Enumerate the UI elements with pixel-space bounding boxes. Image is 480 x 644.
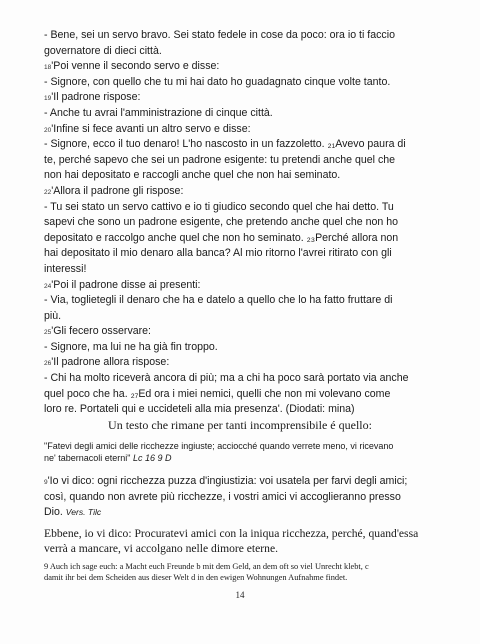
quote-line-2: ne' tabernacoli eterni" Lc 16 9 D [44, 453, 172, 464]
quote-block [44, 440, 440, 465]
text-line [44, 106, 440, 122]
version-reference: Vers. Tilc [65, 507, 102, 518]
line-text: più. [44, 309, 62, 322]
text-line [44, 59, 440, 75]
line-text: depositato e raccolgo anche quel che non ho seminato. ₂₃Perché allora non [44, 231, 399, 244]
text-line [44, 246, 440, 262]
text-line [44, 184, 440, 200]
verse-number: 26 [44, 360, 52, 368]
text-line [44, 371, 440, 387]
line-text: - Tu sei stato un servo cattivo e io ti giudico secondo quel che hai detto. Tu [44, 200, 394, 213]
verse-number: 24 [44, 282, 52, 290]
footnote-block [44, 561, 440, 583]
text-line [44, 262, 440, 278]
text-line [44, 293, 440, 309]
line-text: interessi! [44, 262, 87, 275]
text-line [44, 309, 440, 325]
verse-9-line-2: così, quando non avrete più ricchezze, i vostri amici vi accoglieranno presso [44, 490, 401, 503]
verse-number: 9 [44, 479, 48, 486]
verse-number: 20 [44, 126, 52, 134]
line-text: 'Infine si fece avanti un altro servo e disse: [51, 122, 251, 135]
text-line [44, 355, 440, 371]
closing-paragraph [44, 526, 440, 556]
text-line [44, 90, 440, 106]
verse-number: 25 [44, 329, 52, 337]
quote-reference: Lc 16 9 D [132, 453, 172, 464]
line-text: - Via, toglietegli il denaro che ha e datelo a quello che lo ha fatto fruttare di [44, 294, 393, 307]
text-line [44, 75, 440, 91]
section-heading: Un testo che rimane per tanti incomprensibile é quello: [108, 418, 372, 432]
text-line [44, 278, 440, 294]
text-line [44, 215, 440, 231]
main-text-block [44, 28, 440, 418]
line-text: quel poco che ha. ₂₇Ed ora i miei nemici, quelli che non mi volevano come [44, 387, 391, 400]
verse-number: 22 [44, 188, 52, 196]
line-text: - Signore, con quello che tu mi hai dato ho guadagnato cinque volte tanto. [44, 75, 391, 88]
line-text: non hai depositato e raccogli anche quel che non hai seminato. [44, 169, 341, 182]
line-text: sapevi che sono un padrone esigente, che pretendo anche quel che non ho [44, 216, 398, 229]
verse-number: 19 [44, 95, 52, 103]
line-text: - Bene, sei un servo bravo. Sei stato fedele in cose da poco: ora io ti faccio [44, 29, 395, 41]
text-line [44, 153, 440, 169]
verse-9-line-1: 9'Io vi dico: ogni ricchezza puzza d'ingiustizia: voi usatela per farvi degli amici; [44, 475, 408, 487]
text-line [44, 200, 440, 216]
line-text: governatore di dieci città. [44, 44, 162, 57]
verse-9-block [44, 474, 440, 521]
line-text: te, perché sapevo che sei un padrone esigente: tu pretendi anche quel che [44, 153, 396, 166]
text-line [44, 122, 440, 138]
verse-9-line-3: Dio. Vers. Tilc [44, 506, 102, 519]
line-text: 'Gli fecero osservare: [51, 325, 151, 338]
quote-line-1: "Fatevi degli amici delle ricchezze ingiuste; acciocché quando verrete meno, vi ricevano [44, 441, 394, 451]
line-text: 'Poi il padrone disse ai presenti: [51, 278, 201, 291]
closing-line-1: Ebbene, io vi dico: Procuratevi amici con la iniqua ricchezza, perché, quand'essa [44, 527, 419, 540]
line-text: 'Poi venne il secondo servo e disse: [51, 60, 220, 73]
page-number: 14 [235, 590, 245, 600]
text-line [44, 231, 440, 247]
text-line [44, 387, 440, 403]
footnote-line-1: 9 Auch ich sage euch: a Macht euch Freunde b mit dem Geld, an dem oft so viel Unrecht klebt, c [44, 562, 369, 571]
verse-number: 18 [44, 64, 52, 72]
line-text: loro re. Portateli qui e uccideteli alla mia presenza'. (Diodati: mina) [44, 403, 355, 416]
text-line [44, 324, 440, 340]
line-text: hai depositato il mio denaro alla banca? Al mio ritorno l'avrei ritirato con gli [44, 247, 392, 260]
line-text: - Chi ha molto riceverà ancora di più; ma a chi ha poco sarà portato via anche [44, 372, 409, 385]
line-text: - Signore, ma lui ne ha già fin troppo. [44, 340, 218, 353]
text-line [44, 28, 440, 44]
text-line [44, 340, 440, 356]
line-text: 'Il padrone allora rispose: [51, 356, 170, 369]
text-line [44, 44, 440, 60]
line-text: 'Allora il padrone gli rispose: [51, 184, 184, 197]
closing-line-2: verrà a mancare, vi accolgano nelle dimore eterne. [44, 542, 278, 555]
text-line [44, 402, 440, 418]
line-text: 'Il padrone rispose: [51, 91, 141, 104]
footnote-line-2: damit ihr bei dem Scheiden aus dieser Welt d in den ewigen Wohnungen Aufnahme findet. [44, 573, 348, 582]
text-line [44, 137, 440, 153]
line-text: - Anche tu avrai l'amministrazione di cinque città. [44, 106, 273, 119]
text-line [44, 168, 440, 184]
line-text: - Signore, ecco il tuo denaro! L'ho nascosto in un fazzoletto. ₂₁Avevo paura di [44, 138, 406, 151]
